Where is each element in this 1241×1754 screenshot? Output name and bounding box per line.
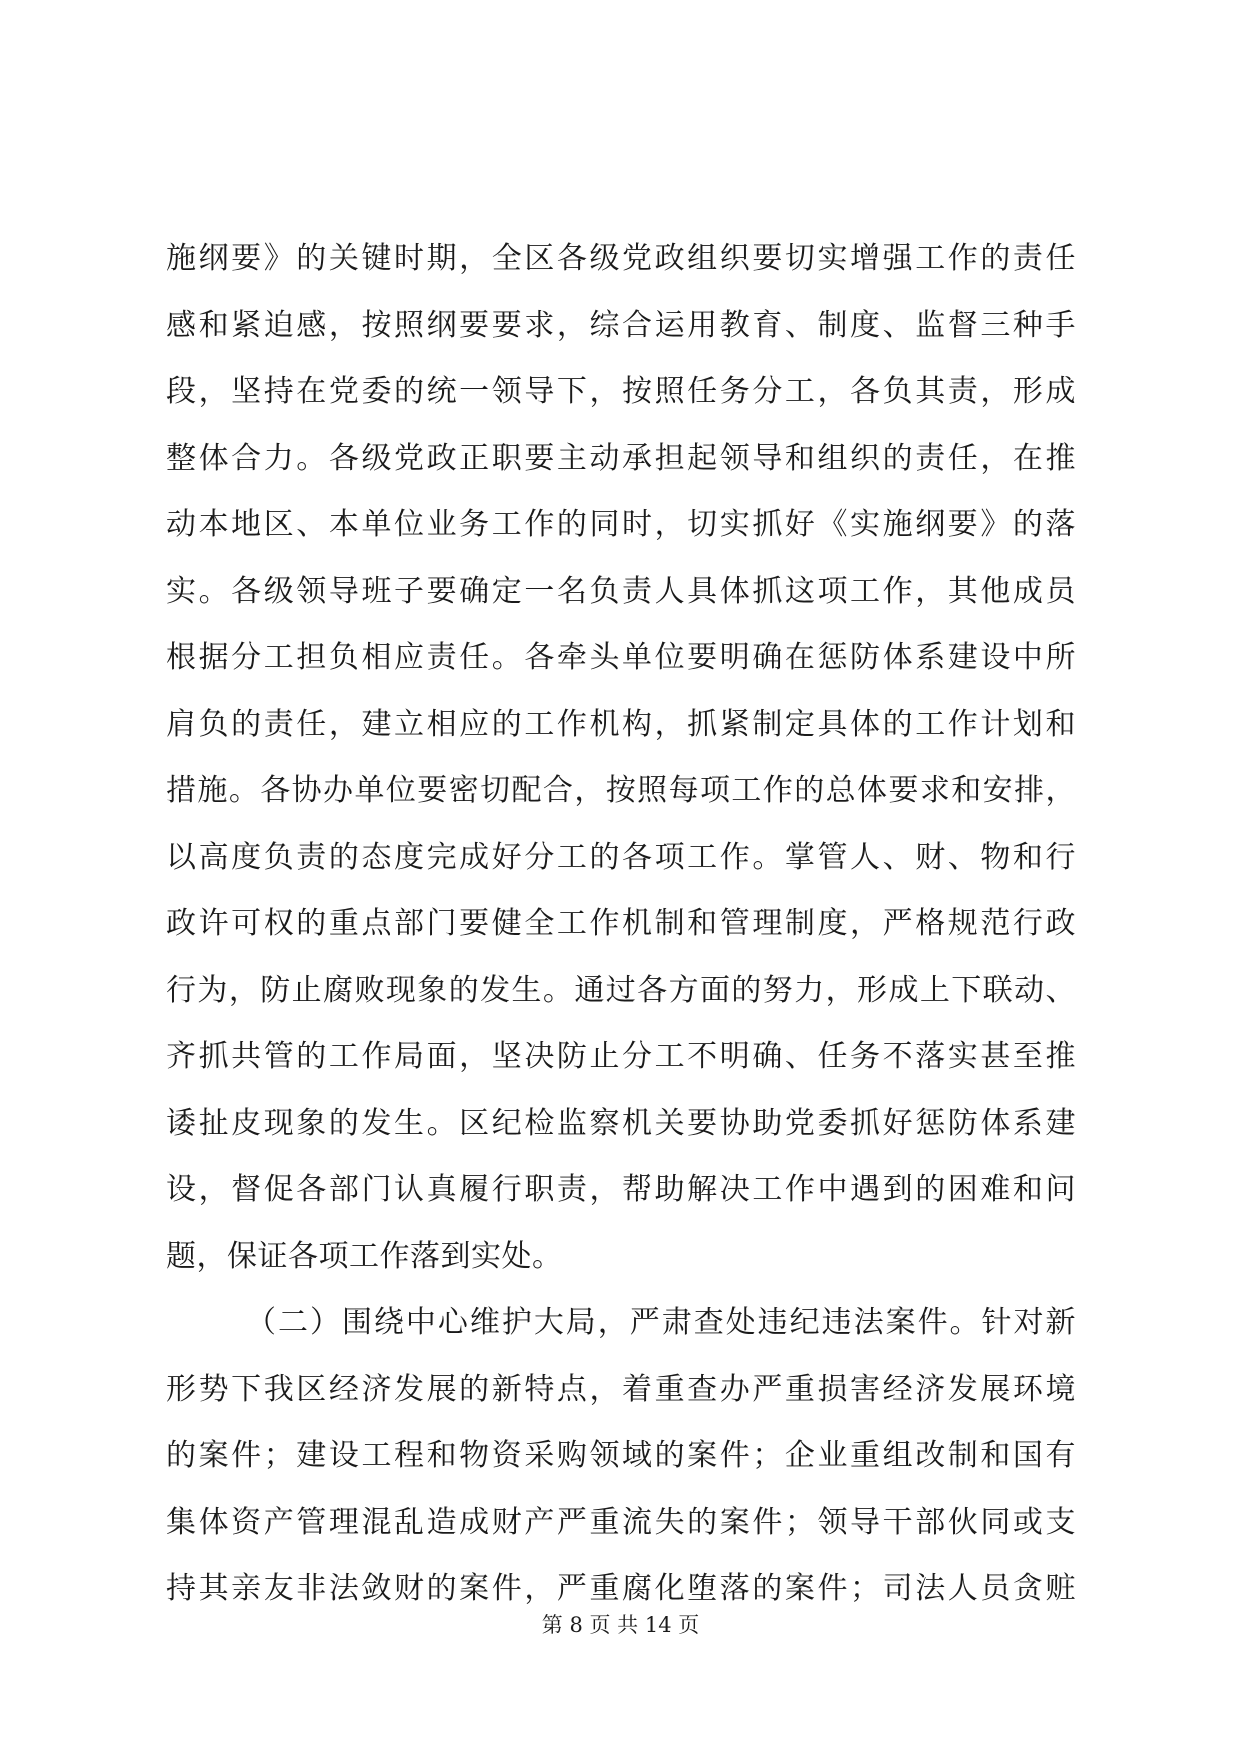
text-line: 题，保证各项工作落到实处。: [166, 1238, 563, 1274]
text-line: 诿扯皮现象的发生。区纪检监察机关要协助党委抓好惩防体系建: [166, 1105, 1076, 1141]
page-number-footer: 第 8 页 共 14 页: [541, 1613, 700, 1637]
text-line: 段，坚持在党委的统一领导下，按照任务分工，各负其责，形成: [166, 374, 1076, 409]
paragraph-1: [166, 226, 1076, 1290]
text-line: 齐抓共管的工作局面，坚决防止分工不明确、任务不落实甚至推: [166, 1039, 1076, 1074]
text-line: 的案件；建设工程和物资采购领域的案件；企业重组改制和国有: [166, 1438, 1076, 1473]
text-line: 持其亲友非法敛财的案件，严重腐化堕落的案件；司法人员贪赃: [166, 1571, 1076, 1606]
text-line: （二）围绕中心维护大局，严肃查处违纪违法案件。针对新: [246, 1305, 1076, 1340]
text-line: 动本地区、本单位业务工作的同时，切实抓好《实施纲要》的落: [166, 507, 1076, 542]
text-line: 集体资产管理混乱造成财产严重流失的案件；领导干部伙同或支: [166, 1504, 1076, 1540]
text-line: 肩负的责任，建立相应的工作机构，抓紧制定具体的工作计划和: [166, 706, 1076, 742]
text-line: 政许可权的重点部门要健全工作机制和管理制度，严格规范行政: [166, 906, 1076, 941]
paragraph-2: [166, 1290, 1076, 1623]
text-line: 根据分工担负相应责任。各牵头单位要明确在惩防体系建设中所: [166, 640, 1076, 675]
text-line: 整体合力。各级党政正职要主动承担起领导和组织的责任，在推: [166, 440, 1076, 476]
body-text: [166, 226, 1076, 1623]
text-line: 行为，防止腐败现象的发生。通过各方面的努力，形成上下联动、: [166, 972, 1076, 1008]
text-line: 措施。各协办单位要密切配合，按照每项工作的总体要求和安排，: [166, 773, 1076, 808]
text-line: 以高度负责的态度完成好分工的各项工作。掌管人、财、物和行: [166, 839, 1076, 875]
text-line: 形势下我区经济发展的新特点，着重查办严重损害经济发展环境: [166, 1371, 1076, 1407]
text-line: 设，督促各部门认真履行职责，帮助解决工作中遇到的困难和问: [166, 1172, 1076, 1207]
text-line: 感和紧迫感，按照纲要要求，综合运用教育、制度、监督三种手: [166, 307, 1076, 343]
text-line: 实。各级领导班子要确定一名负责人具体抓这项工作，其他成员: [166, 573, 1076, 609]
text-line: 施纲要》的关键时期，全区各级党政组织要切实增强工作的责任: [166, 241, 1076, 276]
